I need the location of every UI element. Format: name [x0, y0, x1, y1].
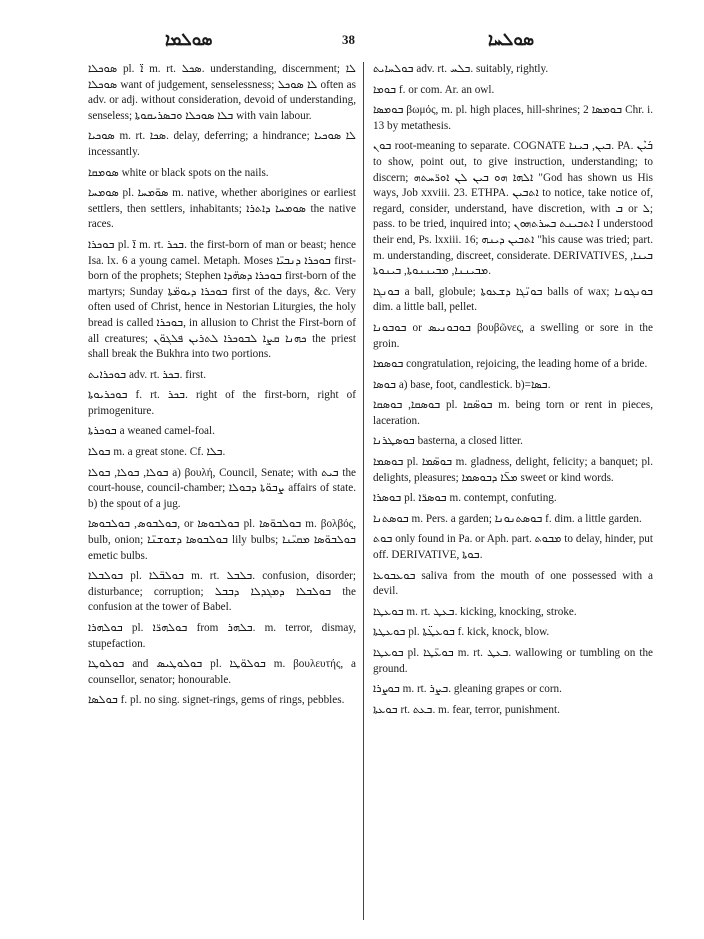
- dictionary-entry: ܒܘܣܩܐ, ܒܘܣܩܐ pl. ܒܘܣ̈ܩܐ m. being torn or rent in pieces, laceration.: [373, 399, 654, 427]
- dictionary-entry: ܒܘܠܘܛܐ and ܒܘܠܘܛܝܣ pl. ܒܘܠܘ̈ܛܐ m. βουλευτής, a counsellor, senator; honourable.: [88, 658, 357, 686]
- dictionary-entry: ܒܘܨܪܐ m. rt. ܒܨܪ. gleaning grapes or corn.: [373, 683, 562, 696]
- dictionary-entry: ܒܘܥܛܐ pl. ܒܘܥ̈ܛܐ m. rt. ܒܥܛ. wallowing or tumbling on the ground.: [373, 647, 654, 675]
- dictionary-entry: ܒܘܟܪܐ pl. ܐ̈ m. rt. ܒܟܪ. the first-born of man or beast; hence Isa. lx. 6 a young camel. Metaph. Moses ܒܘܟܪܐ ܕܢܒܝ̈ܐ first-born of the prophets; Stephen ܒܘܟܪܐ ܕܣܗ̈ܕܐ first-born of the martyrs; Sunday ܒܘܟܪܐ ܕܝܘܡ̈ܬܐ first of the days, &c. Very often used of Christ, hence in Nestorian Liturgies, the holy bread is called ܒܘܟܪܐ, in allusion to Christ the First-born of all creatures; ܟܗܢܐ ܩܨܐ ܠܒܘܟܪܐ ܠܬܪܝܢ ܦܠܓܘ̈ܢ the priest shall break the Bukhra into two portions.: [88, 238, 357, 361]
- dictionary-entry: ܒܘܣܪܐ pl. ܒܘܣܪ̈ܐ m. contempt, confuting.: [373, 492, 557, 505]
- dictionary-entry: ܒܘܥܛܐ m. rt. ܒܥܛ. kicking, knocking, stroke.: [373, 605, 577, 618]
- dictionary-entry: ܒܘܥܬܐ rt. ܒܥܬ. m. fear, terror, punishment.: [373, 703, 560, 716]
- right-column: [373, 62, 653, 723]
- dictionary-entry: ܒܘܥܒܘܥܐ saliva from the mouth of one possessed with a devil.: [373, 569, 653, 598]
- dictionary-entry: ܒܘܣܛܪܢܐ basterna, a closed litter.: [373, 435, 523, 448]
- dictionary-entry: ܒܘܬ only found in Pa. or Aph. part. ܡܒܘܬ to delay, hinder, put off. DERIVATIVE, ܒܘܬܐ.: [373, 533, 653, 562]
- dictionary-entry: ܒܘܟܪܬܐ a weaned camel-foal.: [88, 425, 215, 438]
- dictionary-entry: ܒܘܠܣܐ f. pl. no sing. signet-rings, gems of rings, pebbles.: [88, 694, 345, 707]
- running-head-right: ܣܘܠܚܐ: [488, 30, 535, 50]
- dictionary-entry: ܒܘܠܒܘܣ, ܒܘܠܒܘܣܐ, or ܒܘܠܒܘܣܐ pl. ܒܘܠܒܘ̈ܣܐ m. βολβός, bulb, onion; ܒܘܠܒܘܣܐ ܕܫܘܫܢ̈ܐ lily bulbs; ܒܘܠܒܘ̈ܣܐ ܡܩܝ̈ܢܐ emetic bulbs.: [88, 518, 356, 562]
- left-column: [88, 62, 356, 714]
- dictionary-entry: ܒܘܣܬܢܐ m. Pers. a garden; ܒܘܣܬܢܘܢܐ f. dim. a little garden.: [373, 512, 642, 525]
- running-head-left: ܣܘܠܡܐ: [165, 30, 213, 50]
- dictionary-entry: ܒܘܡܐ f. or com. Ar. an owl.: [373, 83, 495, 96]
- dictionary-entry: ܒܘܠܒܠܐ pl. ܒܘܠܒ̈ܠܐ m. rt. ܒܠܒܠ. confusion, disorder; disturbance; corruption; ܒܘܠܒܠܐ ܕܡܓܕܠܐ ܕܒܒܠ the confusion at the tower of Babel.: [88, 570, 357, 614]
- dictionary-entry: ܒܘܟܪܐܝܬ adv. rt. ܒܟܪ. first.: [88, 368, 207, 381]
- dictionary-entry: ܒܘܥܛܬܐ pl. ܒܘܥܛ̈ܬܐ f. kick, knock, blow.: [373, 626, 550, 639]
- dictionary-entry: ܣܘܡܚܐ pl. ܣܘ̈ܡܚܐ m. native, whether aborigines or earliest settlers, then settlers, inhabitants; ܣܘܡܚܐ ܕܐܬܪܐ the native races.: [88, 187, 357, 231]
- dictionary-entry: ܒܘܠܐ, ܒܘܠܐ, ܒܘܠܐ a) βουλή, Council, Senate; with ܒܝܬ the court-house, council-chamber; ܨܒܘ̈ܬܐ ܕܒܘܠܐ affairs of state. b) the spout of a jug.: [88, 466, 357, 510]
- dictionary-entry: ܒܘܣܡܐ congratulation, rejoicing, the leading home of a bride.: [373, 358, 648, 371]
- dictionary-entry: ܒܘܣܐ a) base, foot, candlestick. b)=ܒܣܐ.: [373, 378, 551, 391]
- dictionary-entry: ܒܘܠܗܪܐ pl. ܒܘܠܗܪ̈ܐ from ܒܠܗܪ. m. terror, dismay, stupefaction.: [88, 622, 357, 650]
- dictionary-entry: ܒܘܒܘܢܐ or ܒܘܒܘܢܝܣ βουβῶνες, a swelling or sore in the groin.: [373, 321, 653, 350]
- page-header: [0, 30, 704, 54]
- dictionary-entry: ܣܘܡܩܐ white or black spots on the nails.: [88, 166, 269, 179]
- dictionary-entry: ܣܘܟܝܐ m. rt. ܣܟܐ. delay, deferring; a hindrance; ܠܐ ܣܘܟܝܐ incessantly.: [88, 130, 356, 158]
- dictionary-entry: ܒܘܟܪܝܘܬܐ f. rt. ܒܟܪ. right of the first-born, right of primogeniture.: [88, 389, 357, 417]
- page-number: 38: [342, 32, 355, 47]
- dictionary-entry: ܒܘܢ root-meaning to separate. COGNATE ܒܝܢ, ܒܝܢܐ. PA. ܒܰܝܶܢ to show, point out, to give instruction, understanding; to discern; ܐܠܗܐ ܗܘ ܒܝܢ ܠܢ ܐܘܪ̈ܚܬܗ "God has shown us His ways, Job xxviii. 23. ETHPA. ܐܬܒܝܢ to notice, take notice of, regard, consider, understand, have discretion, with ܒ or ܠ; pass. to be tried, inquired into; ܐܬܒܝܢܬ ܒܚܪܬܗܘܢ I understood their end, Ps. lxxiii. 16; ܐܬܒܝܢ ܕܝܢܗ "his cause was tried; part. m. understanding, discreet, considerate. DERIVATIVES, ܒܝܢܐ, ܡܒܝܢܢܐ, ܡܒܝܢܢܘܬܐ, ܒܝܢܘܬܐ.: [373, 140, 654, 278]
- dictionary-entry: ܒܘܣܡܐ pl. ܒܘܣ̈ܡܐ m. gladness, delight, felicity; a banquet; pl. delights, pleasures; ܡܠ̈ܐ ܕܒܘܣܡܐ sweet or kind words.: [373, 456, 653, 484]
- column-divider: [363, 62, 364, 920]
- dictionary-entry: ܒܘܠܐ m. a great stone. Cf. ܒܠܐ.: [88, 446, 226, 459]
- dictionary-entry: ܒܘܠܚܐܝܬ adv. rt. ܒܠܚ. suitably, rightly.: [373, 63, 549, 75]
- dictionary-entry: ܣܘܟܠܐ pl. ܐ̈ m. rt. ܣܟܠ. understanding, discernment; ܠܐ ܣܘܟܠܐ want of judgement, senselessness; ܠܐ ܣܘܟܠ often as adv. or adj. without consideration, devoid of understanding, senseless; ܒܠܐ ܣܘܟܠܐ ܘܒܣܪܝܩܘܬܐ with vain labour.: [88, 63, 356, 122]
- dictionary-entry: ܒܘܢܓܐ a ball, globule; ܒܘܢ̈ܓܐ ܕܫܥܘܬܐ balls of wax; ܒܘܢܓܘܢܐ dim. a little ball, pellet.: [373, 285, 653, 314]
- dictionary-entry: ܒܘܡܣܐ βωμός, m. pl. high places, hill-shrines; ܒܘܡܣܐ 2 Chr. i. 13 by metathesis.: [373, 104, 653, 132]
